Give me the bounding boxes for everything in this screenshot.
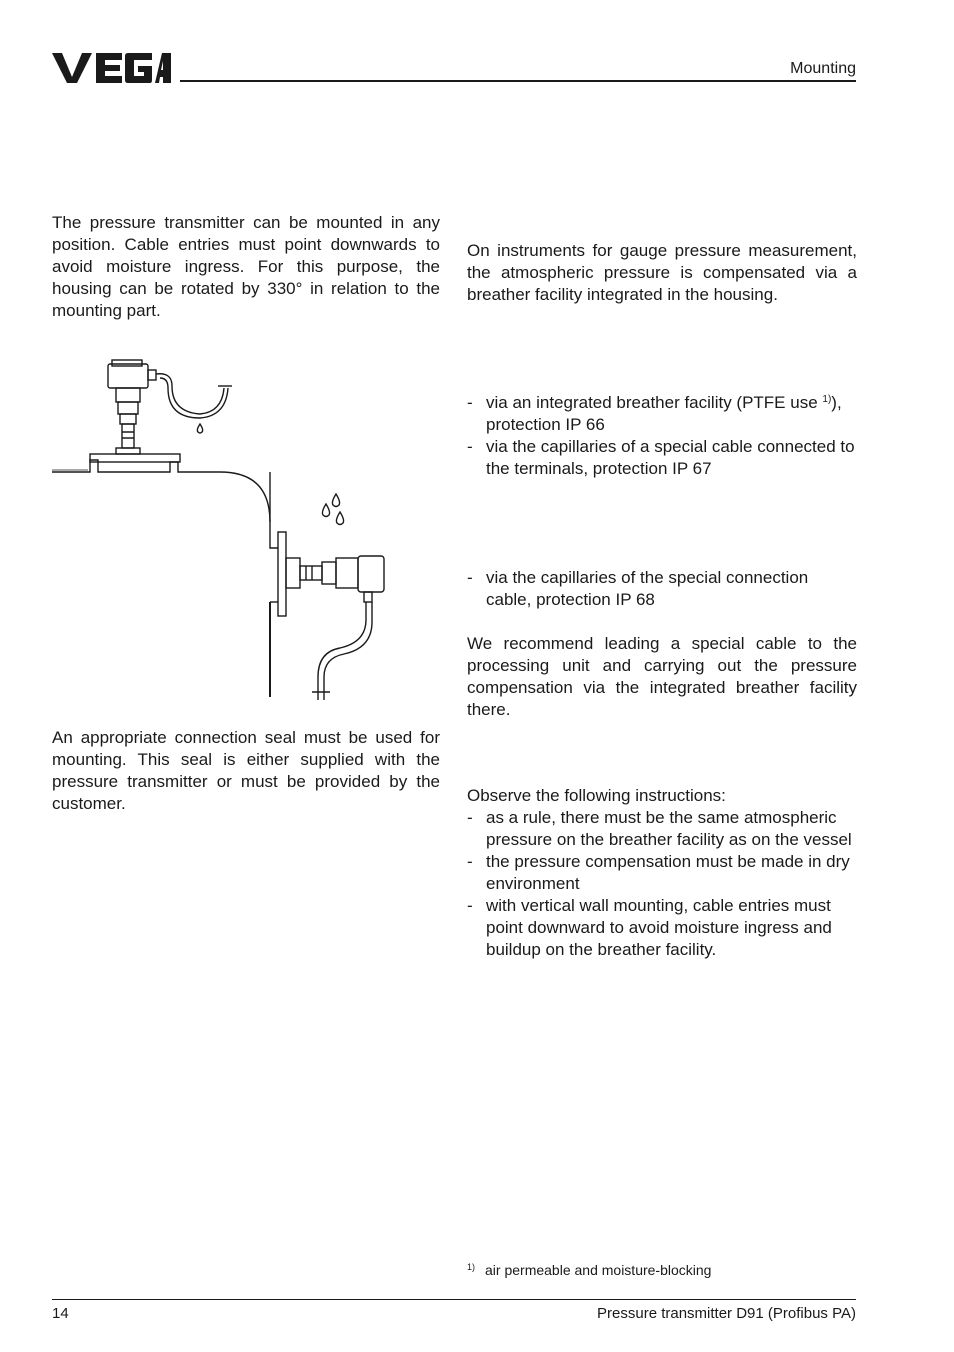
list-item: - as a rule, there must be the same atmospheric pressure on the breather facility as on the vessel (467, 807, 857, 851)
seal-paragraph (52, 727, 440, 815)
instructions-lead: Observe the following instructions: (467, 786, 726, 805)
mounting-illustration (50, 352, 390, 700)
mounting-intro (52, 212, 440, 322)
list-item: - via the capillaries of the special connection cable, protection IP 68 (467, 567, 857, 611)
instructions (467, 785, 857, 961)
footnote-text: air permeable and moisture-blocking (485, 1262, 712, 1278)
vega-logo (52, 50, 172, 86)
footnote (467, 1262, 711, 1278)
list-item: - with vertical wall mounting, cable entries must point downward to avoid moisture ingress and buildup on the breather facility. (467, 895, 857, 961)
footer-rule (52, 1299, 856, 1300)
breather-list-1 (467, 392, 857, 480)
recommend-text: We recommend leading a special cable to the processing unit and carrying out the pressure compensation via the integrated breather facility there. (467, 634, 857, 719)
list-item: - the pressure compensation must be made in dry environment (467, 851, 857, 895)
page-number: 14 (52, 1305, 69, 1322)
footnote-ref: 1) (822, 394, 832, 405)
header-rule (180, 80, 856, 82)
document-title: Pressure transmitter D91 (Profibus PA) (597, 1305, 856, 1322)
breather-list-2 (467, 567, 857, 611)
list-item: - via the capillaries of a special cable connected to the terminals, protection IP 67 (467, 436, 857, 480)
mounting-intro-text: The pressure transmitter can be mounted in any position. Cable entries must point downwards to avoid moisture ingress. For this purpose, the housing can be rotated by 330° in relation to the mounting part. (52, 213, 440, 320)
breather-intro-text: On instruments for gauge pressure measurement, the atmospheric pressure is compensated via a breather facility integrated in the housing. (467, 241, 857, 304)
seal-text: An appropriate connection seal must be used for mounting. This seal is either supplied with the pressure transmitter or must be provided by the customer. (52, 728, 440, 813)
list-item: - via an integrated breather facility (PTFE use $^{1)}$), protection IP 66 (467, 392, 857, 436)
footnote-mark: 1) (467, 1262, 476, 1272)
breather-intro (467, 240, 857, 306)
recommend-paragraph (467, 633, 857, 721)
section-label: Mounting (790, 60, 856, 77)
